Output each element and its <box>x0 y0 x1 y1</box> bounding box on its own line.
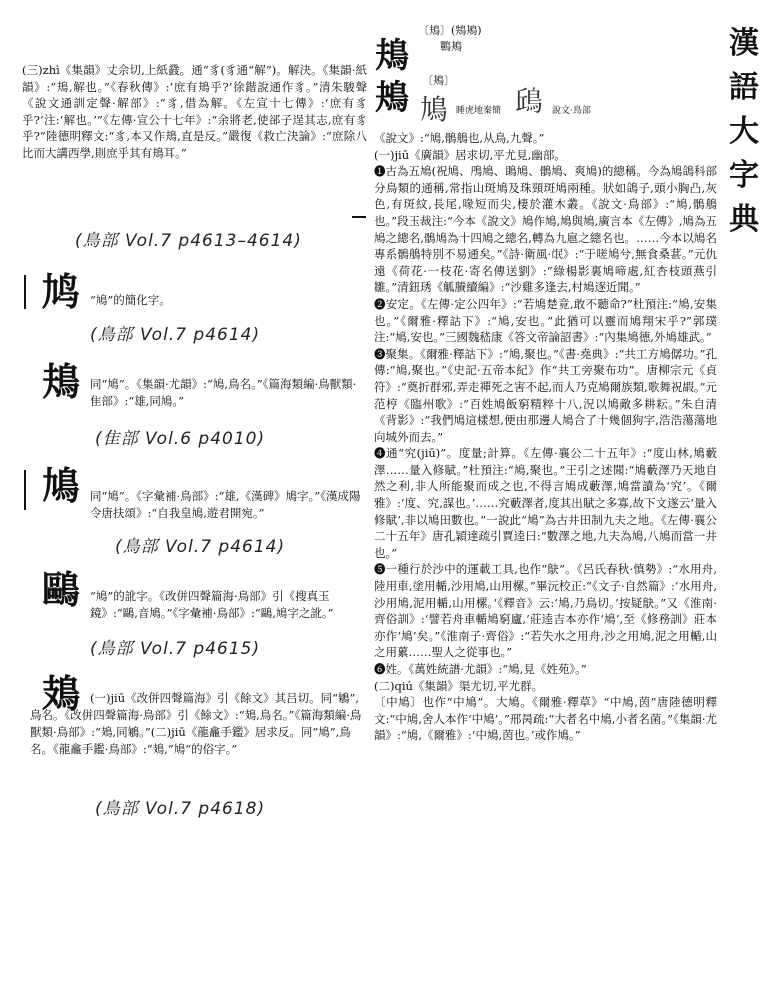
entry-text: “鳩”的簡化字。 <box>90 293 171 307</box>
headword: 鳩 <box>42 463 81 508</box>
entry-text: (一)jiū《改併四聲篇海》引《餘文》其吕切。同“鵴”,鳥名。《改併四聲篇海·鳥部》引《餘文》:“鳷,鳥名。”《篇海類編·鳥獸類·鳥部》:“鳷,同鵴。”(二)jiū《龍龕手鑑》居求反。同“鳩”,鳥名。《龍龕手鑑·鳥部》:“鳷,”鳩“的俗字。” <box>30 691 362 756</box>
title-char: 漢 <box>729 26 759 61</box>
divider <box>352 216 366 218</box>
right-column <box>374 130 717 744</box>
headword-1-note: 〔鳺〕(鴩鴂) <box>418 24 482 37</box>
seal-script-glyph: 𩿨 <box>515 85 544 118</box>
left-column <box>22 62 367 161</box>
headword: 鳺 <box>42 359 81 404</box>
definition-paragraph: ❶古為五鳩(祝鳩、鳲鳩、鴡鳩、鶻鳩、爽鳩)的總稱。今為鳩鴿科部分鳥類的通稱,常指山斑鳩及珠頸斑鳩兩種。狀如鴿子,頭小胸凸,灰色,有斑紋,長尾,喙短而尖,棲於灌木叢。《說文·鳥部》:“鳩,鶻鵃也。”段玉裁注:“今本《說文》鳩作鳩,鳩與鳩,廣言本《左傳》,鳩為五鳩之總名,鶻鳩為十四鳩之總名,轉為九扈之總名也。……今本以鳩名專系鶻鵃特別不易通矣。”《詩·衛風·氓》:“于嗟鳩兮,無食桑葚。”元仇遠《荷花·一枝花·寄名傳送劉》:“綠楊影裏鳩啼處,紅杏枝頭燕引雛。”清鈕琇《觚賸續編》:“沙雞多逢去,村鳩逐近聞。” <box>374 164 717 295</box>
seal-label-1: 睡虎地秦簡 <box>456 106 502 116</box>
handwritten-note: (隹部 Vol.6 p4010) <box>95 429 266 449</box>
entry-text: “鳩”的訛字。《改併四聲篇海·鳥部》引《搜真玉鏡》:“鷗,音鳩。”《字彙補·鳥部》:“鷗,鳩字之訛。” <box>90 589 334 620</box>
headword: 鳷 <box>42 671 81 716</box>
headword-1-note2: 鷤鴂 <box>440 40 462 53</box>
entry-text: 同“鳩”。《字彙補·鳥部》:“雄,《漢碑》鳩字。”《漢成陽令唐扶頌》:“自我皇鳩,遊君開宛。” <box>90 489 361 520</box>
definition-paragraph: ❺一種行於沙中的運載工具,也作“鴃”。《呂氏春秋·慎勢》:“水用舟,陸用車,塗用輴,沙用鳩,山用樏。”畢沅校正:“《文子·自然篇》:‘水用舟,沙用鳩,泥用輴,山用樏。’《釋音》云:‘鳩,乃鳥切。’按疑鴃。”又《淮南·齊俗訓》:‘譬若舟車輴鳩窮廬,’莊逵吉本亦作‘鳩’,至《修務訓》莊本亦作‘鳩’矣。”《淮南子·齊俗》:“若失水之用舟,沙之用鳩,泥之用輴,山之用蔂……聖人之從事也。” <box>374 562 717 660</box>
handwritten-note: (鳥部 Vol.7 p4618) <box>95 799 266 819</box>
definition-paragraph: ❻姓。《萬姓統譜·尤韻》:“鳩,見《姓苑》。” <box>374 662 587 676</box>
seal-script-glyph: 鳩 <box>420 93 449 126</box>
definition-paragraph: 〔中鳩〕也作“中鳩”。大鳩。《爾雅·釋草》“中鳩,茵”唐陸德明釋文:“中鳩,舍人本作‘中鳩’。”邢昺疏:“大者名中鳩,小者名菌。”《集韻·尤韻》:“鳩,《爾雅》:‘中鳩,茵也。’或作鳩。” <box>374 695 717 743</box>
definition-paragraph: 《說文》:“鳩,鶻鵃也,从鳥,九聲。” <box>374 131 545 145</box>
definition-paragraph: (一)jiū《廣韻》居求切,平尤見,幽部。 <box>374 147 566 162</box>
handwritten-note: (鳥部 Vol.7 p4614) <box>90 325 261 345</box>
headword: 鸠 <box>42 269 81 314</box>
handwritten-note: (鳥部 Vol.7 p4615) <box>90 639 261 659</box>
title-char: 大 <box>729 114 759 149</box>
handwritten-note: (鳥部 Vol.7 p4614) <box>115 537 286 557</box>
seal-label-2: 說文·鳥部 <box>552 106 591 116</box>
definition-paragraph: ❷安定。《左傳·定公四年》:“若鳩楚竟,敢不聽命?”杜預注:“鳩,安集也。”《爾雅·釋詁下》:“鳩,安也。”此猶可以靈而鳩翔宋乎?”郭璞注:“鳩,安也。”三國魏嵇康《答文帝論詔書》:“內集鳩德,外鳩雄武。” <box>374 296 717 345</box>
title-char: 語 <box>729 70 759 105</box>
definition-paragraph: (三)zhì《集韻》丈佘切,上紙鼗。通“豸(豸通“解”)。解決。《集韻·紙韻》:“鳺,解也。”《春秋傳》:‘庶有鳺乎?’徐鍇說通作豸。”清朱駿聲《說文通訓定聲·解部》:“豸,借為解。《左宣十七傳》:‘庶有豸乎?’注:‘解也。’”《左傳·宣公十七年》:“余將老,使郤子逞其志,庶有豸乎?”陸德明釋文:“豸,本又作鳺,直是反。”嚴復《救亡決論》:“庶除八比而大講西學,則庶乎其有鳺耳。” <box>22 63 367 160</box>
definition-paragraph: ❹通“究(jiū)”。度量;計算。《左傳·襄公二十五年》:“度山林,鳩藪澤……量入修賦。”杜預注:“鳩,聚也。”王引之述聞:“鳩藪澤乃天地自然之利,非人所能聚而成之也,不得言鳩成藪澤,鳩當讀為‘究’。《爾雅》:‘度、究,謀也。’……究藪澤者,度其出賦之多寡,故下文遂云‘量入修賦’,非以鳩田數也。”一說此“鳩”為古井田制九夫之地。《左傳·襄公二十五年》唐孔穎達疏引賈逵曰:“數澤之地,九夫為鳩,八鳩而當一井也。” <box>374 446 717 560</box>
margin-bar <box>24 275 26 309</box>
definition-paragraph: ❸聚集。《爾雅·釋詁下》:“鳩,聚也。”《書·堯典》:“共工方鳩僝功。”孔傳:“鳩,聚也。”《史記·五帝本紀》作“共工旁聚布功”。唐柳宗元《貞符》:“奠折群邪,弄走禪死之害不起,而人乃克鳩爾族類,歌舞祝嘏。”元范梈《臨州歌》:“百姓鳩飯窮精粹十八,況以鳩敵多耕耘。”朱自清《背影》:“我們鳩這樣想,便由那邊人鳩合了十幾個狗字,浩浩蕩蕩地向城外而去。” <box>374 346 717 444</box>
margin-bar <box>24 470 26 510</box>
headword: 鷗 <box>42 567 81 612</box>
headword-2-label: 〔鴂〕 <box>422 74 455 87</box>
headword-2: 鴂 <box>375 78 409 118</box>
definition-paragraph: (二)qiú《集韻》渠尤切,平尤群。 <box>374 678 544 693</box>
dictionary-title <box>722 22 766 242</box>
handwritten-note: (鳥部 Vol.7 p4613–4614) <box>75 231 302 251</box>
title-char: 字 <box>729 158 759 193</box>
entry-text: 同“鳩”。《集韻·尤韻》:“鳩,鳥名。”《篇海類編·鳥獸類·隹部》:“雄,同鳩。” <box>90 377 357 408</box>
title-char: 典 <box>729 202 759 237</box>
headword-1: 鳺 <box>375 36 409 76</box>
